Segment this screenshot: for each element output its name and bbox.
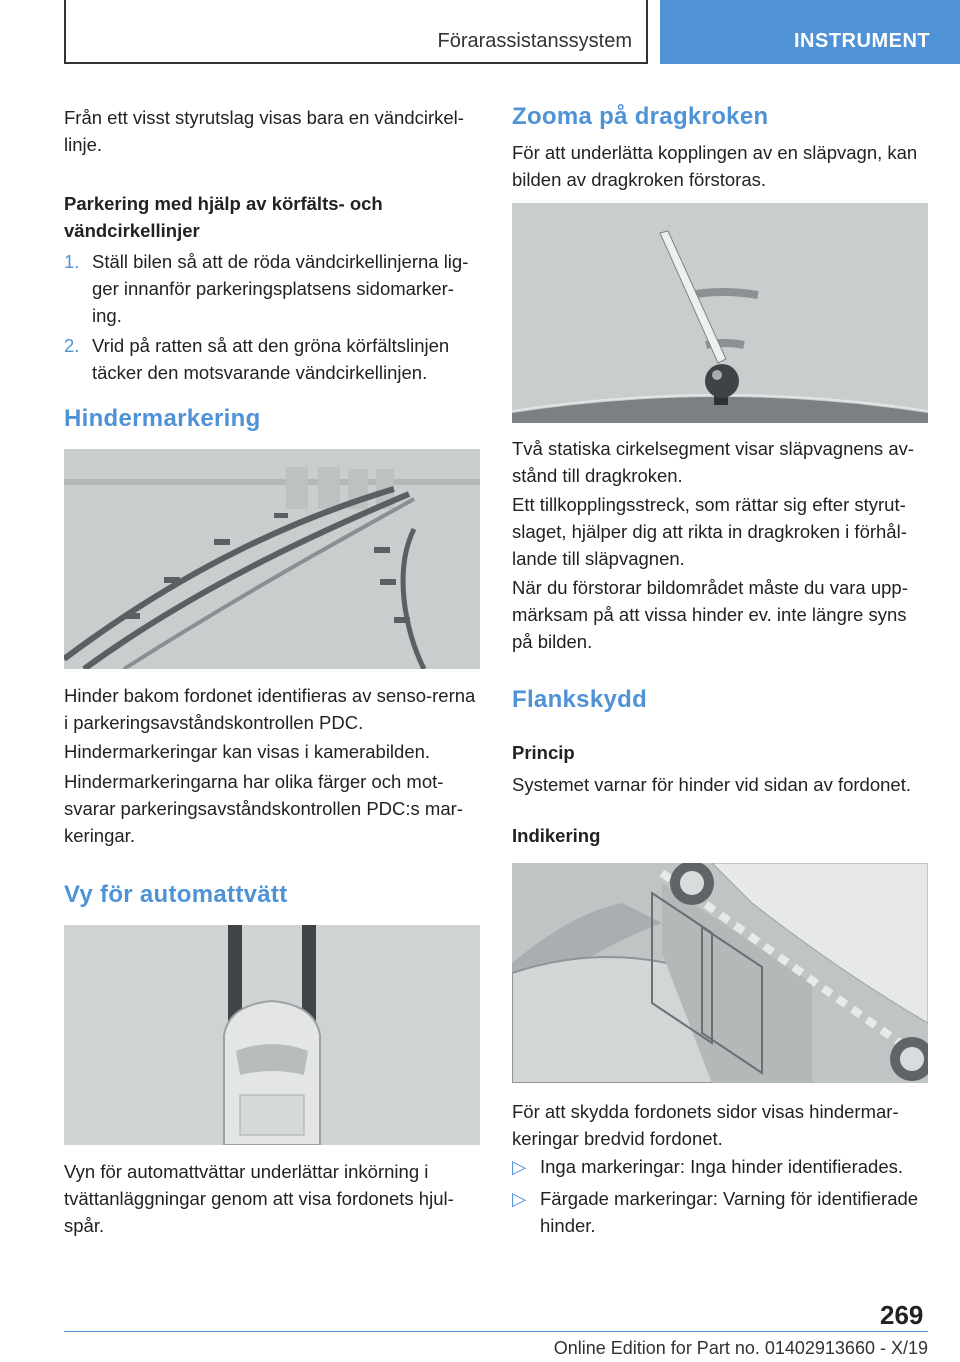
zoom-heading: Zooma på dragkroken <box>512 103 769 130</box>
zoom-paragraph-2: Två statiska cirkelsegment visar släpvagnens av-stånd till dragkroken. <box>512 438 915 486</box>
page-number: 269 <box>880 1300 924 1330</box>
step-number: 2. <box>64 335 80 356</box>
obstacle-paragraph-2: Hindermarkeringar kan visas i kamerabilden. <box>64 741 431 762</box>
header-chapter-title: INSTRUMENT <box>794 30 931 52</box>
header-section-title: Förarassistanssystem <box>437 30 632 52</box>
bullet-marker-icon: ▷ <box>512 1156 527 1177</box>
step-item <box>64 332 480 386</box>
parking-heading: Parkering med hjälp av körfälts- och vändcirkellinjer <box>64 193 383 241</box>
principle-heading: Princip <box>512 742 575 763</box>
carwash-paragraph: Vyn för automattvättar underlättar inkörning i tvättanläggningar genom att visa fordonets hjul-spår. <box>64 1161 454 1236</box>
towbar-zoom-figure <box>512 203 928 423</box>
bullet-text: Inga markeringar: Inga hinder identifierades. <box>540 1156 904 1177</box>
flank-protection-illustration <box>512 863 928 1083</box>
step-text: Vrid på ratten så att den gröna körfältslinjen täcker den motsvarande vändcirkellinjen. <box>92 335 450 383</box>
towbar-zoom-illustration <box>512 203 928 423</box>
step-item <box>64 248 480 328</box>
header-section-box <box>64 0 648 64</box>
flank-protection-figure <box>512 863 928 1083</box>
bullet-text: Färgade markeringar: Varning för identifierade hinder. <box>540 1188 919 1236</box>
zoom-paragraph-1: För att underlätta kopplingen av en släpvagn, kan bilden av dragkroken förstoras. <box>512 142 918 190</box>
bullet-marker-icon: ▷ <box>512 1188 527 1209</box>
zoom-paragraph-3: Ett tillkopplingsstreck, som rättar sig efter styrut-slaget, hjälper dig att rikta in dragkroken i förhål-lande till släpvagnen. <box>512 494 907 569</box>
carwash-heading: Vy för automattvätt <box>64 881 288 908</box>
indication-heading: Indikering <box>512 825 601 846</box>
header-chapter-tab <box>660 0 960 64</box>
carwash-illustration <box>64 925 480 1145</box>
step-number: 1. <box>64 251 80 272</box>
carwash-figure <box>64 925 480 1145</box>
bullet-item <box>512 1153 928 1181</box>
footer-divider <box>64 1331 928 1332</box>
intro-paragraph: Från ett visst styrutslag visas bara en vändcirkel-linje. <box>64 107 464 155</box>
footer-edition: Online Edition for Part no. 01402913660 - X/19 <box>553 1338 928 1358</box>
obstacle-marking-illustration <box>64 449 480 669</box>
obstacle-heading: Hindermarkering <box>64 405 261 432</box>
obstacle-paragraph-3: Hindermarkeringarna har olika färger och mot-svarar parkeringsavståndskontrollen PDC:s mar-keringar. <box>64 771 463 846</box>
step-text: Ställ bilen så att de röda vändcirkellinjerna lig-ger innanför parkeringsplatsens sidomarker-ing. <box>92 251 469 326</box>
principle-paragraph: Systemet varnar för hinder vid sidan av fordonet. <box>512 774 911 795</box>
obstacle-paragraph-1: Hinder bakom fordonet identifieras av senso-rerna i parkeringsavståndskontrollen PDC. <box>64 685 476 733</box>
bullet-item <box>512 1185 928 1239</box>
zoom-paragraph-4: När du förstorar bildområdet måste du vara upp-märksam på att vissa hinder ev. inte längre syns på bilden. <box>512 577 908 652</box>
indication-paragraph: För att skydda fordonets sidor visas hindermar-keringar bredvid fordonet. <box>512 1101 899 1149</box>
flank-heading: Flankskydd <box>512 686 648 713</box>
obstacle-marking-figure <box>64 449 480 669</box>
